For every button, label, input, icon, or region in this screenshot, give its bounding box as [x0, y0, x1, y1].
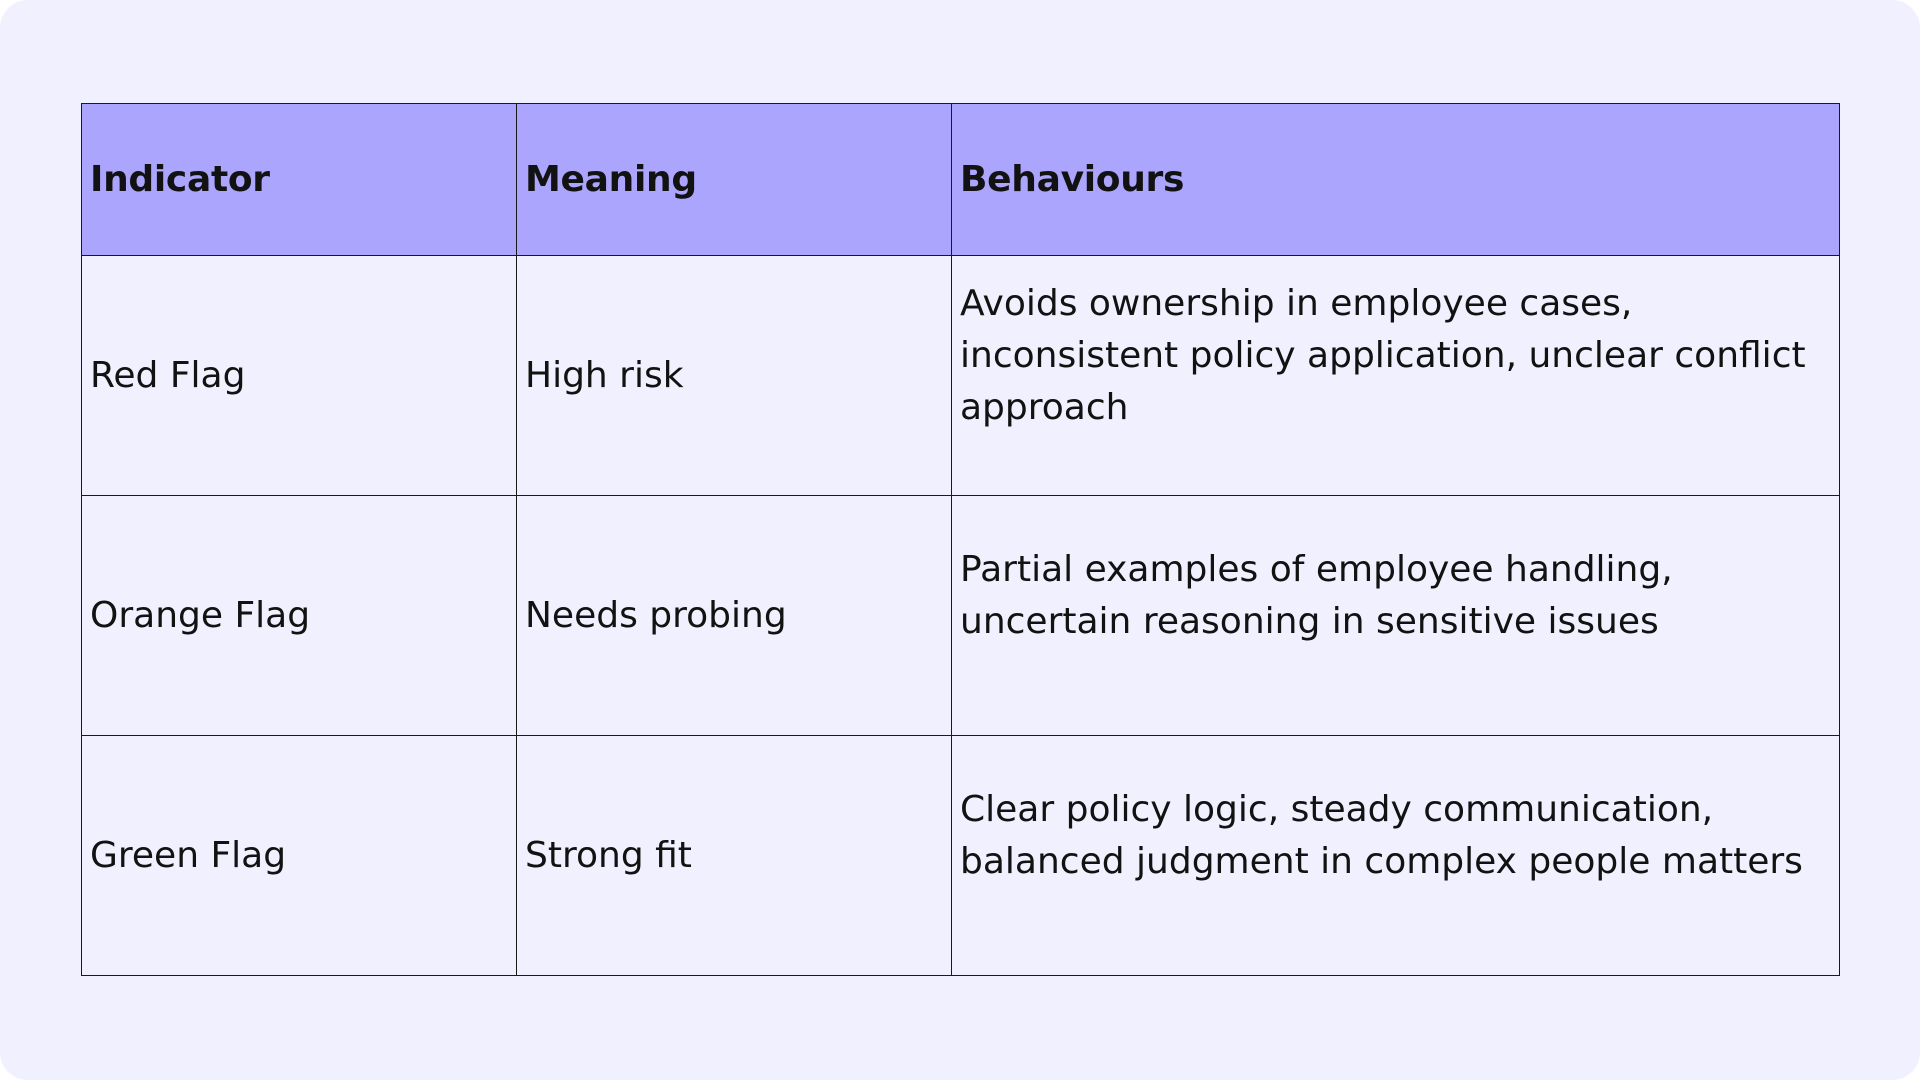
header-behaviours: Behaviours — [952, 104, 1840, 256]
cell-indicator: Orange Flag — [82, 496, 517, 736]
table-header — [82, 104, 1840, 256]
cell-behaviours: Clear policy logic, steady communication, balanced judgment in complex people matters — [952, 736, 1840, 976]
table-body — [82, 256, 1840, 976]
indicator-table — [81, 103, 1840, 976]
cell-behaviours: Partial examples of employee handling, uncertain reasoning in sensitive issues — [952, 496, 1840, 736]
header-row — [82, 104, 1840, 256]
cell-indicator: Red Flag — [82, 256, 517, 496]
table-row-red-flag — [82, 256, 1840, 496]
cell-indicator: Green Flag — [82, 736, 517, 976]
header-meaning: Meaning — [517, 104, 952, 256]
table-row-orange-flag — [82, 496, 1840, 736]
cell-meaning: Needs probing — [517, 496, 952, 736]
header-indicator: Indicator — [82, 104, 517, 256]
cell-behaviours: Avoids ownership in employee cases, inconsistent policy application, unclear conflict approach — [952, 256, 1840, 496]
cell-meaning: High risk — [517, 256, 952, 496]
table-row-green-flag — [82, 736, 1840, 976]
cell-meaning: Strong fit — [517, 736, 952, 976]
